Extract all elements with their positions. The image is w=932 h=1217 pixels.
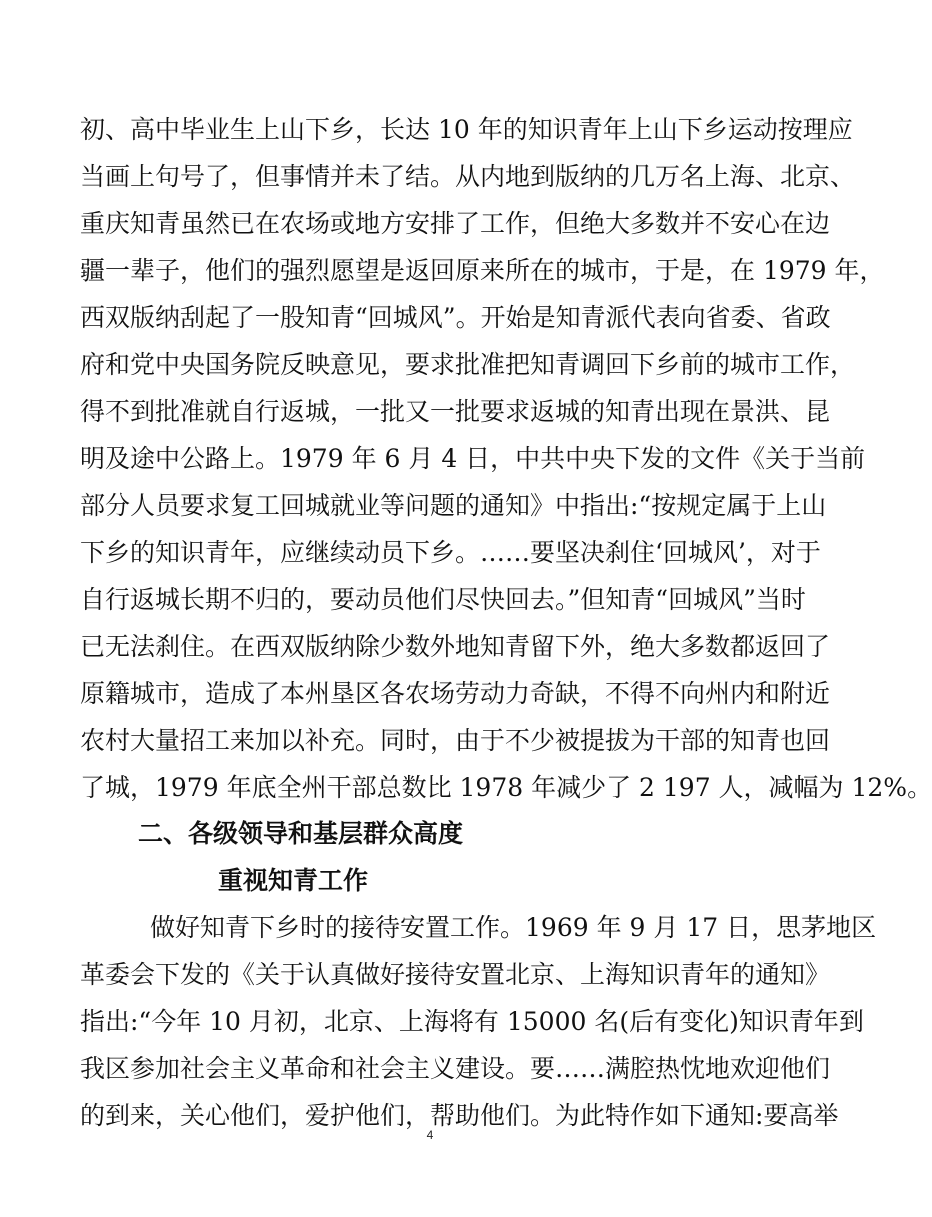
text-line: 原籍城市，造成了本州垦区各农场劳动力奇缺，不得不向州内和附近 [80,679,831,708]
text-line: 重庆知青虽然已在农场或地方安排了工作，但绝大多数并不安心在边 [80,209,831,238]
section-heading: 二、各级领导和基层群众高度 [138,819,464,848]
section-heading-continued: 重视知青工作 [218,866,369,895]
text-line: 农村大量招工来加以补充。同时，由于不少被提拔为干部的知青也回 [80,726,831,755]
text-line: 的到来，关心他们，爱护他们，帮助他们。为此特作如下通知:要高举 [80,1101,839,1130]
text-line: 初、高中毕业生上山下乡，长达 10 年的知识青年上山下乡运动按理应 [80,115,853,144]
text-line: 下乡的知识青年，应继续动员下乡。……要坚决刹住‘回城风’，对于 [80,538,821,567]
text-line: 做好知青下乡时的接待安置工作。1969 年 9 月 17 日，思茅地区 [150,913,877,942]
text-line: 疆一辈子，他们的强烈愿望是返回原来所在的城市，于是，在 1979 年， [80,256,885,285]
text-line: 了城，1979 年底全州干部总数比 1978 年减少了 2 197 人，减幅为 12%。 [80,773,932,802]
text-line: 我区参加社会主义革命和社会主义建设。要……满腔热忱地欢迎他们 [80,1054,831,1083]
text-line: 得不到批准就自行返城，一批又一批要求返城的知青出现在景洪、昆 [80,397,831,426]
text-line: 西双版纳刮起了一股知青“回城风”。开始是知青派代表向省委、省政 [80,303,831,332]
text-line: 明及途中公路上。1979 年 6 月 4 日，中共中央下发的文件《关于当前 [80,444,866,473]
text-line: 府和党中央国务院反映意见，要求批准把知青调回下乡前的城市工作， [80,350,856,379]
text-line: 指出:“今年 10 月初，北京、上海将有 15000 名(后有变化)知识青年到 [80,1007,864,1036]
text-line: 革委会下发的《关于认真做好接待安置北京、上海知识青年的通知》 [80,960,831,989]
page-number: 4 [426,1128,434,1142]
text-line: 已无法刹住。在西双版纳除少数外地知青留下外，绝大多数都返回了 [80,632,831,661]
text-line: 部分人员要求复工回城就业等问题的通知》中指出:“按规定属于上山 [80,491,827,520]
text-line: 当画上句号了，但事情并未了结。从内地到版纳的几万名上海、北京、 [80,162,856,191]
text-line: 自行返城长期不归的，要动员他们尽快回去。”但知青“回城风”当时 [80,585,806,614]
